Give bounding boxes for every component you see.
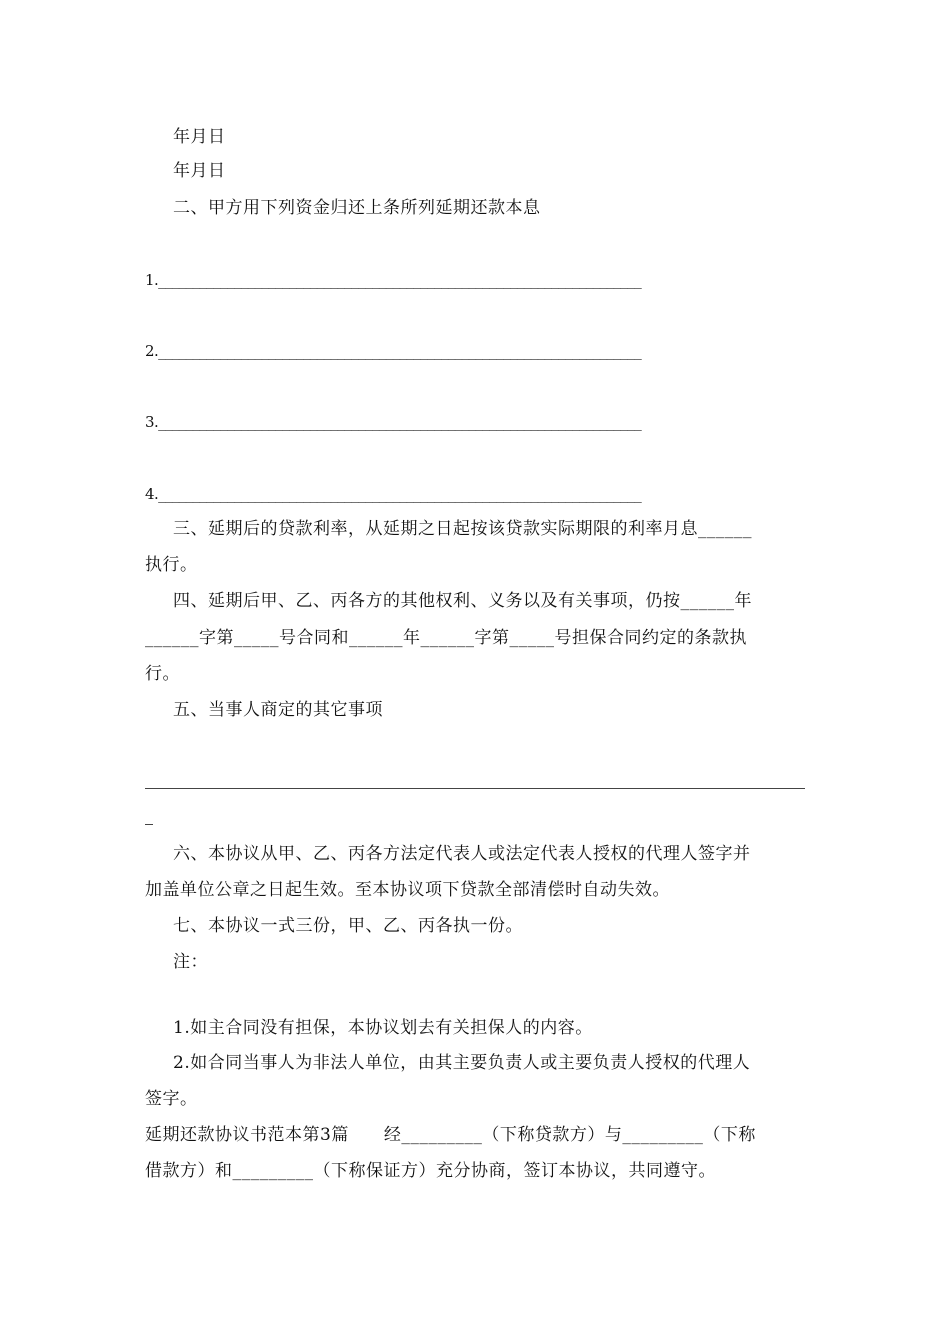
note-1: 1.如主合同没有担保，本协议划去有关担保人的内容。 [173,1018,593,1038]
blank-item-2: 2.______________________________________________________________________ [145,342,642,360]
clause-4-line-2: ______字第_____号合同和______年______字第_____号担保合同约定的条款执 [145,628,747,648]
next-section-line-1: 延期还款协议书范本第3篇 经_________（下称贷款方）与_________（下称 [145,1125,756,1145]
date-line-2: 年月日 [173,161,226,181]
date-line-1: 年月日 [173,127,226,147]
blank-item-3: 3.______________________________________________________________________ [145,413,642,431]
clause-6-line-2: 加盖单位公章之日起生效。至本协议项下贷款全部清偿时自动失效。 [145,880,670,900]
blank-item-1: 1.______________________________________________________________________ [145,271,642,289]
note-2-line-2: 签字。 [145,1089,198,1109]
rule-tail-dash [145,824,153,825]
clause-4-line-1: 四、延期后甲、乙、丙各方的其他权利、义务以及有关事项，仍按______年 [173,591,752,611]
signature-rule [145,788,805,789]
clause-6-line-1: 六、本协议从甲、乙、丙各方法定代表人或法定代表人授权的代理人签字并 [173,844,751,864]
next-section-line-2: 借款方）和_________（下称保证方）充分协商，签订本协议，共同遵守。 [145,1161,716,1181]
blank-item-4: 4.______________________________________________________________________ [145,485,642,503]
clause-3-line-1: 三、延期后的贷款利率，从延期之日起按该贷款实际期限的利率月息______ [173,519,752,539]
clause-3-line-2: 执行。 [145,555,198,575]
clause-5-heading: 五、当事人商定的其它事项 [173,700,383,720]
note-2-line-1: 2.如合同当事人为非法人单位，由其主要负责人或主要负责人授权的代理人 [173,1053,751,1073]
clause-2-heading: 二、甲方用下列资金归还上条所列延期还款本息 [173,198,541,218]
note-label: 注： [173,952,208,972]
clause-7: 七、本协议一式三份，甲、乙、丙各执一份。 [173,916,523,936]
clause-4-line-3: 行。 [145,664,180,684]
